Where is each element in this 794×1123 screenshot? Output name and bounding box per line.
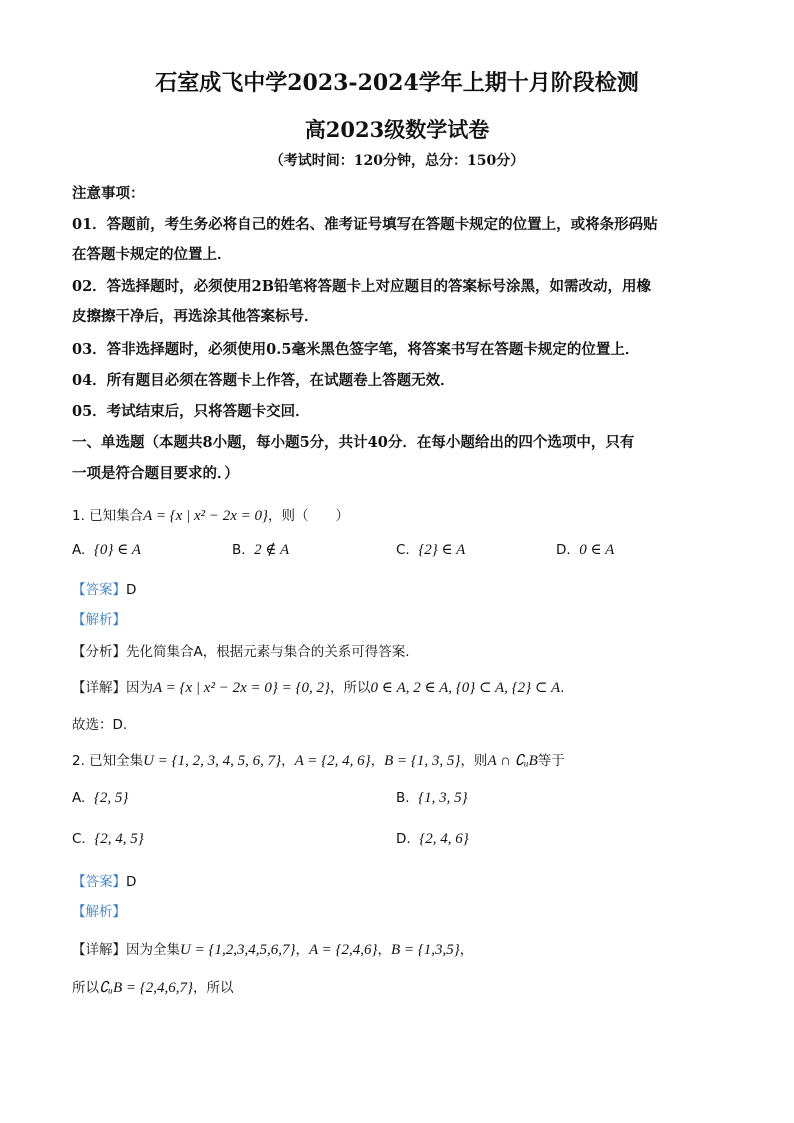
- q1-option-b: B. 2 ∉ A: [232, 542, 290, 558]
- q2-option-a: A. {2, 5}: [72, 790, 129, 806]
- q2-conclusion: 所以∁ᵤB = {2,4,6,7}，所以: [72, 980, 234, 996]
- q1-answer: 【答案】D: [72, 582, 137, 598]
- q1-analysis-tag: 【解析】: [72, 612, 126, 628]
- notice-heading: 注意事项：: [72, 185, 145, 202]
- q2-analysis-tag: 【解析】: [72, 904, 126, 920]
- q2-detail: 【详解】因为全集U = {1,2,3,4,5,6,7}，A = {2,4,6}，B = {1,3,5}，: [72, 942, 474, 958]
- q2-option-b: B. {1, 3, 5}: [396, 790, 468, 806]
- exam-subtitle: 高2023级数学试卷: [304, 117, 490, 142]
- q2-option-c: C. {2, 4, 5}: [72, 831, 144, 847]
- notice-item: 03．答非选择题时，必须使用0.5毫米黑色签字笔，将答案书写在答题卡规定的位置上．: [72, 341, 640, 358]
- q1-option-d: D. 0 ∈ A: [556, 542, 615, 558]
- section-heading-cont: 一项是符合题目要求的．）: [72, 465, 239, 482]
- q2-answer: 【答案】D: [72, 874, 137, 890]
- question-2: 2. 已知全集U = {1, 2, 3, 4, 5, 6, 7}，A = {2, 4, 6}，B = {1, 3, 5}，则A ∩ ∁ᵤB等于: [72, 753, 565, 769]
- notice-item: 05．考试结束后，只将答题卡交回．: [72, 403, 310, 420]
- q1-option-c: C. {2} ∈ A: [396, 542, 466, 558]
- section-heading: 一、单选题（本题共8小题，每小题5分，共计40分．在每小题给出的四个选项中，只有: [72, 434, 635, 451]
- exam-info: （考试时间：120分钟，总分：150分）: [269, 153, 525, 169]
- q2-option-d: D. {2, 4, 6}: [396, 831, 469, 847]
- question-1: 1. 已知集合A = {x | x² − 2x = 0}，则（ ）: [72, 508, 350, 524]
- set-expression: A = {x | x² − 2x = 0}: [143, 508, 269, 524]
- notice-item: 02．答选择题时，必须使用2B铅笔将答题卡上对应题目的答案标号涂黑，如需改动，用橡: [72, 278, 652, 295]
- notice-item: 04．所有题目必须在答题卡上作答，在试题卷上答题无效．: [72, 372, 455, 389]
- q1-option-a: A. {0} ∈ A: [72, 542, 141, 558]
- q1-detail: 【详解】因为A = {x | x² − 2x = 0} = {0, 2}，所以0 ∈ A, 2 ∈ A, {0} ⊂ A, {2} ⊂ A.: [72, 680, 565, 696]
- notice-item: 在答题卡规定的位置上．: [72, 246, 232, 263]
- q1-conclusion: 故选：D.: [72, 717, 128, 733]
- q1-fenxi: 【分析】先化简集合A，根据元素与集合的关系可得答案.: [72, 644, 410, 660]
- notice-item: 皮擦擦干净后，再选涂其他答案标号．: [72, 308, 319, 325]
- exam-title: 石室成飞中学2023-2024学年上期十月阶段检测: [155, 70, 639, 96]
- notice-item: 01．答题前，考生务必将自己的姓名、准考证号填写在答题卡规定的位置上，或将条形码贴: [72, 216, 658, 233]
